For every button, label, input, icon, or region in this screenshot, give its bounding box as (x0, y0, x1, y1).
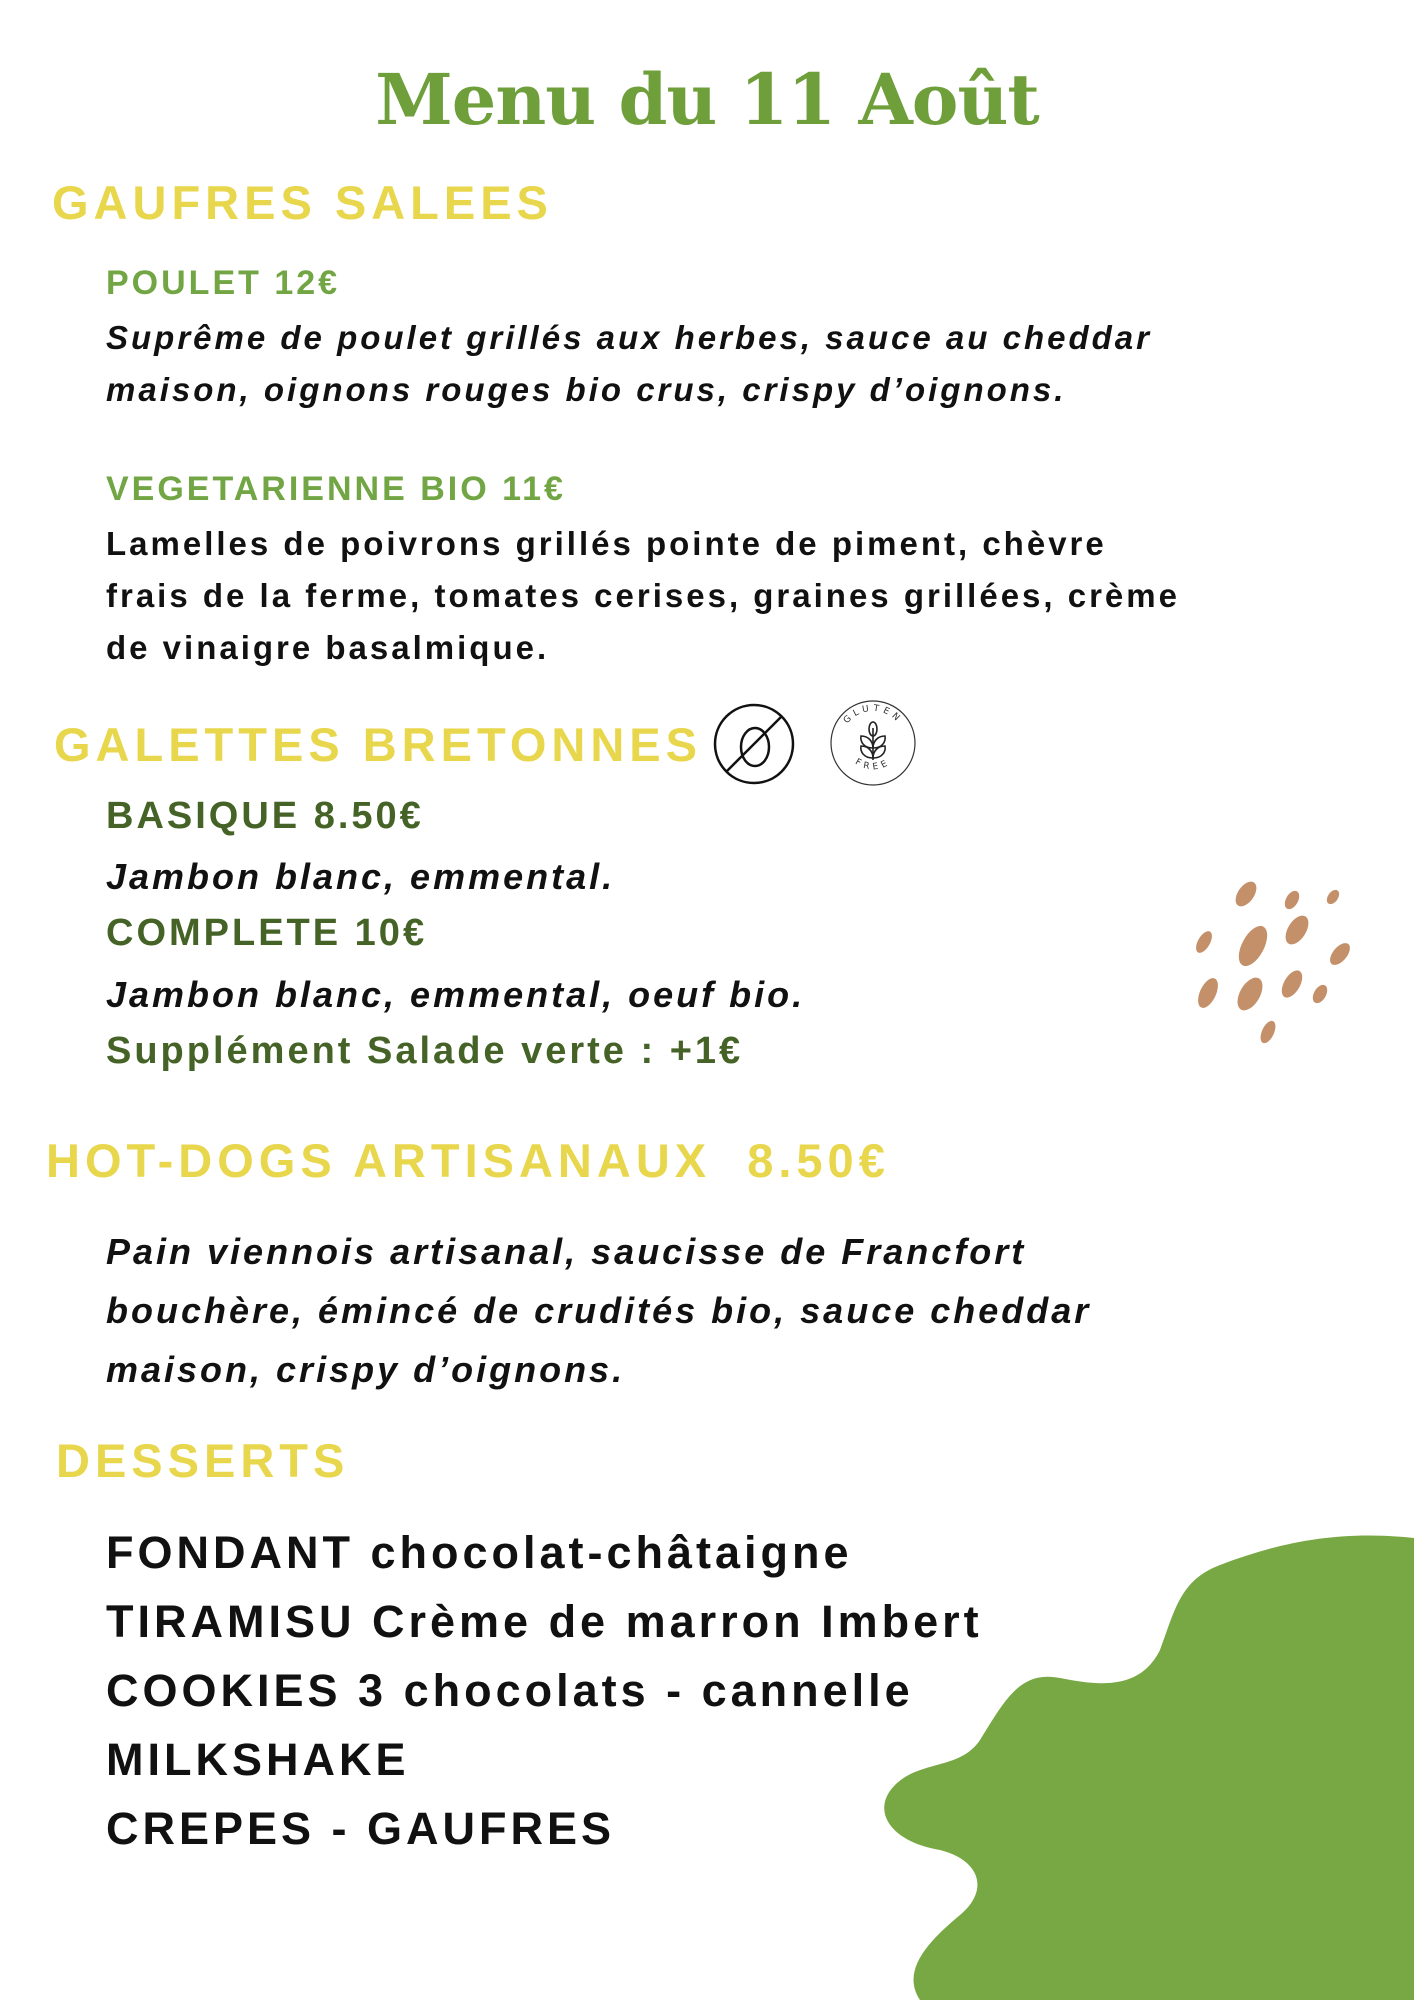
item-name-basique: BASIQUE 8.50€ (106, 795, 424, 837)
gluten-free-icon (828, 698, 918, 788)
item-desc-poulet-line2: maison, oignons rouges bio crus, crispy d’oignons. (106, 371, 1067, 408)
item-desc-vegetarienne-line3: de vinaigre basalmique. (106, 629, 550, 666)
no-egg-icon (712, 702, 796, 786)
section-heading-galettes: GALETTES BRETONNES (54, 718, 702, 771)
item-name-complete: COMPLETE 10€ (106, 912, 428, 954)
supplement-note: Supplément Salade verte : +1€ (106, 1030, 744, 1072)
item-desc-hotdog-line3: maison, crispy d’oignons. (106, 1349, 626, 1390)
dessert-item: TIRAMISU Crème de marron Imbert (106, 1596, 983, 1647)
dessert-item: CREPES - GAUFRES (106, 1803, 616, 1854)
dessert-item: FONDANT chocolat-châtaigne (106, 1527, 853, 1578)
item-desc-hotdog-line1: Pain viennois artisanal, saucisse de Francfort (106, 1231, 1027, 1272)
section-heading-desserts: DESSERTS (56, 1434, 350, 1487)
item-desc-hotdog-line2: bouchère, émincé de crudités bio, sauce cheddar (106, 1290, 1092, 1331)
page-title: Menu du 11 Août (375, 58, 1039, 141)
item-desc-vegetarienne-line1: Lamelles de poivrons grillés pointe de piment, chèvre (106, 525, 1107, 562)
item-desc-poulet-line1: Suprême de poulet grillés aux herbes, sauce au cheddar (106, 319, 1152, 356)
desserts-list (106, 1518, 983, 1863)
section-heading-hotdogs: HOT-DOGS ARTISANAUX 8.50€ (46, 1134, 890, 1187)
item-name-vegetarienne: VEGETARIENNE BIO 11€ (106, 470, 566, 508)
item-desc-complete: Jambon blanc, emmental, oeuf bio. (106, 974, 806, 1015)
dessert-item: COOKIES 3 chocolats - cannelle (106, 1665, 914, 1716)
decorative-dots (1180, 870, 1360, 1050)
item-name-poulet: POULET 12€ (106, 264, 341, 302)
dessert-item: MILKSHAKE (106, 1734, 410, 1785)
section-heading-gaufres: GAUFRES SALEES (52, 176, 553, 229)
gluten-badge-bottom: FREE (853, 757, 893, 773)
gluten-badge-top: GLUTEN (841, 703, 905, 726)
item-desc-basique: Jambon blanc, emmental. (106, 856, 616, 897)
item-desc-vegetarienne-line2: frais de la ferme, tomates cerises, graines grillées, crème (106, 577, 1180, 614)
